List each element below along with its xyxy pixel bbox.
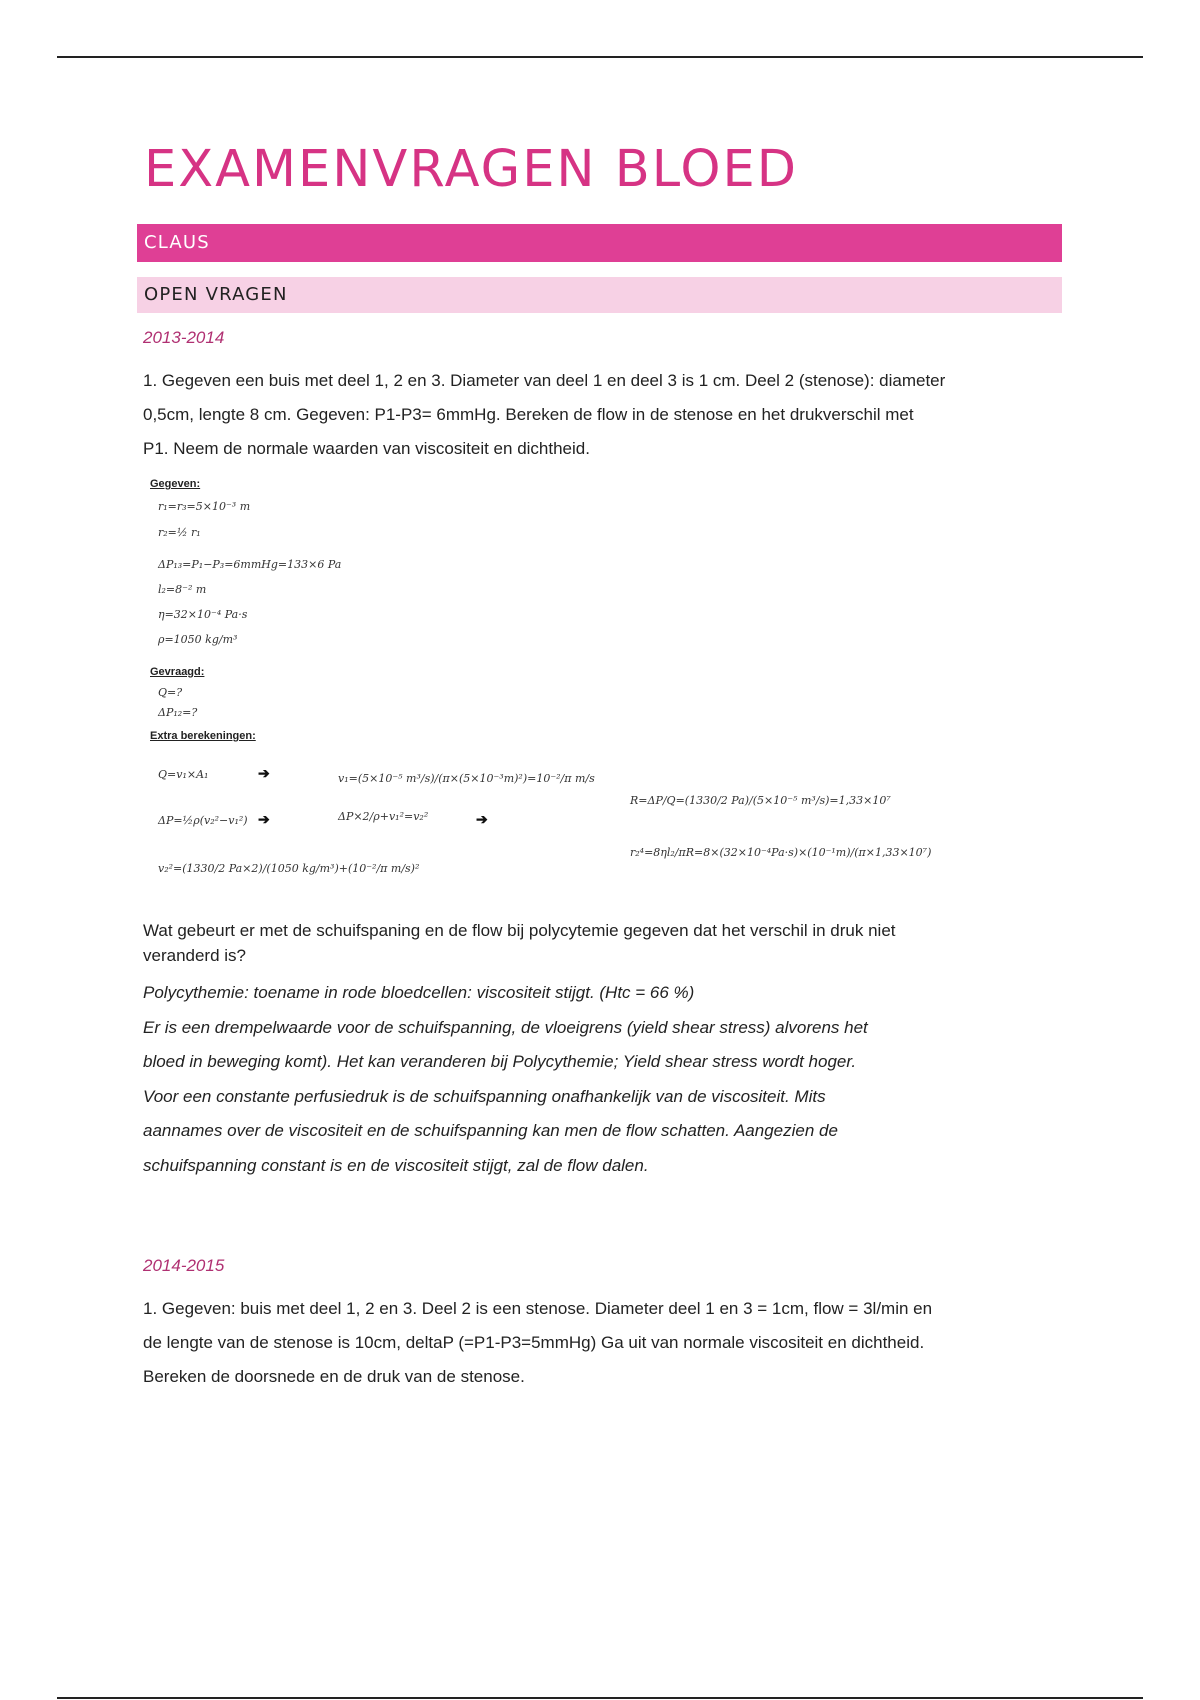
question-line: 1. Gegeven een buis met deel 1, 2 en 3. Diameter van deel 1 en deel 3 is 1 cm. Deel 2 (stenose): diameter (143, 371, 946, 390)
extra-heading: Extra berekeningen: (150, 730, 256, 742)
question-line: P1. Neem de normale waarden van viscositeit en dichtheid. (143, 439, 590, 458)
answer-line: Voor een constante perfusiedruk is de schuifspanning onafhankelijk van de viscositeit. Mits (143, 1086, 826, 1106)
subsection-heading-open-vragen: OPEN VRAGEN (137, 277, 1062, 313)
followup-line: veranderd is? (143, 946, 247, 965)
question-line: Bereken de doorsnede en de druk van de stenose. (143, 1367, 525, 1386)
equation: η=32×10⁻⁴ Pa·s (158, 608, 248, 621)
section-heading-claus: CLAUS (137, 224, 1062, 262)
given-heading: Gegeven: (150, 478, 201, 490)
equation: r₂=½ r₁ (158, 526, 201, 539)
arrow-icon: ➔ (476, 812, 488, 828)
equation: v₁=(5×10⁻⁵ m³/s)/(π×(5×10⁻³m)²)=10⁻²/π m/s (338, 772, 595, 785)
answer-line: Er is een drempelwaarde voor de schuifspanning, de vloeigrens (yield shear stress) alvorens het (143, 1017, 868, 1037)
answer-line: aannames over de viscositeit en de schuifspanning kan men de flow schatten. Aangezien de (143, 1121, 838, 1140)
question-2014-2015 (143, 1292, 1023, 1394)
answer-line: bloed in beweging komt). Het kan veranderen bij Polycythemie; Yield shear stress wordt hoger. (143, 1052, 857, 1071)
answer-text (143, 976, 1023, 1183)
year-heading-2014-2015: 2014-2015 (143, 1256, 225, 1275)
question-line: de lengte van de stenose is 10cm, deltaP (=P1-P3=5mmHg) Ga uit van normale viscositeit en dichtheid. (143, 1333, 925, 1352)
arrow-icon: ➔ (258, 766, 270, 782)
answer-line: schuifspanning constant is en de viscositeit stijgt, zal de flow dalen. (143, 1155, 649, 1175)
equation: r₂⁴=8ηl₂/πR=8×(32×10⁻⁴Pa·s)×(10⁻¹m)/(π×1,33×10⁷) (630, 846, 932, 859)
calculation-figure (146, 476, 932, 906)
equation: ΔP=½ρ(v₂²−v₁²) (158, 814, 248, 827)
year-heading-2013-2014: 2013-2014 (143, 328, 225, 347)
equation: Q=v₁×A₁ (158, 768, 209, 781)
equation: l₂=8⁻² m (158, 583, 207, 596)
equation: ΔP₁₂=? (158, 706, 198, 719)
equation: ΔP×2/ρ+v₁²=v₂² (338, 810, 429, 823)
equation: v₂²=(1330/2 Pa×2)/(1050 kg/m³)+(10⁻²/π m/s)² (158, 862, 420, 875)
question-2013-2014 (143, 364, 1023, 466)
equation: ρ=1050 kg/m³ (158, 633, 238, 646)
header-rule (57, 56, 1143, 58)
equation: R=ΔP/Q=(1330/2 Pa)/(5×10⁻⁵ m³/s)=1,33×10⁷ (630, 794, 891, 807)
answer-line: Polycythemie: toename in rode bloedcellen: viscositeit stijgt. (Htc = 66 %) (143, 983, 695, 1002)
equation: r₁=r₃=5×10⁻³ m (158, 500, 251, 513)
equation: ΔP₁₃=P₁−P₃=6mmHg=133×6 Pa (158, 558, 342, 571)
question-line: 0,5cm, lengte 8 cm. Gegeven: P1-P3= 6mmHg. Bereken de flow in de stenose en het drukverschil met (143, 405, 914, 424)
page-title: EXAMENVRAGEN BLOED (144, 140, 799, 199)
followup-question (143, 918, 1023, 968)
footer-rule (57, 1697, 1143, 1699)
equation: Q=? (158, 686, 183, 699)
asked-heading: Gevraagd: (150, 666, 205, 678)
question-line: 1. Gegeven: buis met deel 1, 2 en 3. Deel 2 is een stenose. Diameter deel 1 en 3 = 1cm, flow = 3l/min en (143, 1299, 933, 1318)
arrow-icon: ➔ (258, 812, 270, 828)
followup-line: Wat gebeurt er met de schuifspaning en de flow bij polycytemie gegeven dat het verschil in druk niet (143, 921, 896, 940)
